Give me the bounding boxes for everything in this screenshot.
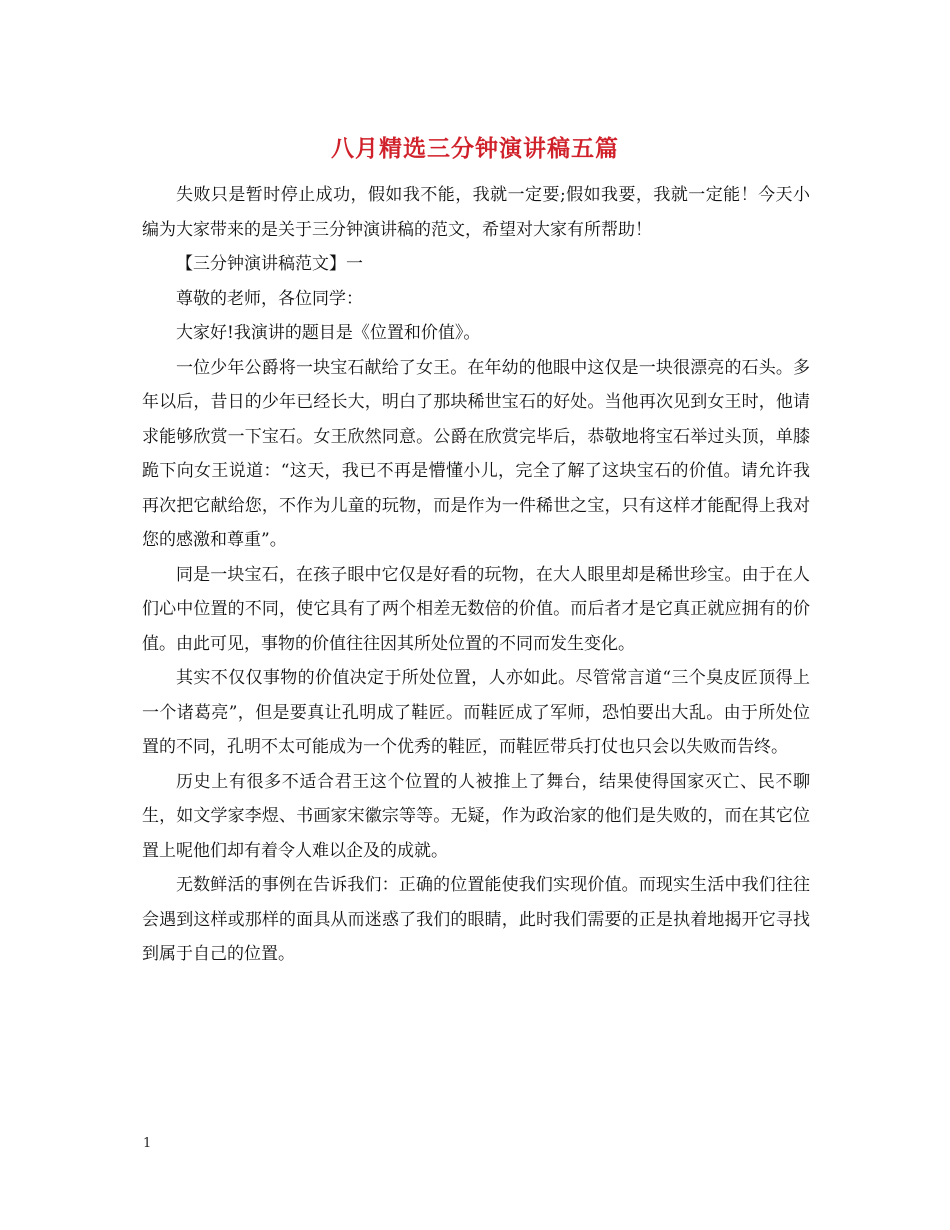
paragraph-conclusion: 无数鲜活的事例在告诉我们：正确的位置能使我们实现价值。而现实生活中我们往往会遇到这样或那样的面具从而迷惑了我们的眼睛，此时我们需要的正是执着地揭开它寻找到属于自己的位置。 [142, 875, 810, 964]
paragraph-greeting: 大家好!我演讲的题目是《位置和价值》。 [176, 323, 481, 343]
paragraph-value: 同是一块宝石，在孩子眼中它仅是好看的玩物，在大人眼里却是稀世珍宝。由于在人们心中位置的不同，使它具有了两个相差无数倍的价值。而后者才是它真正就应拥有的价值。由此可见，事物的价值往往因其所处位置的不同而发生变化。 [142, 564, 810, 654]
paragraph-salutation: 尊敬的老师，各位同学： [176, 288, 363, 309]
paragraph-history: 历史上有很多不适合君王这个位置的人被推上了舞台，结果使得国家灭亡、民不聊生，如文学家李煜、书画家宋徽宗等等。无疑，作为政治家的他们是失败的，而在其它位置上呢他们却有着令人难以企及的成就。 [142, 771, 810, 861]
document-body [142, 178, 810, 972]
paragraph-people: 其实不仅仅事物的价值决定于所处位置，人亦如此。尽管常言道“三个臭皮匠顶得上一个诸葛亮”，但是要真让孔明成了鞋匠。而鞋匠成了军师，恐怕要出大乱。由于所处位置的不同，孔明不太可能成为一个优秀的鞋匠，而鞋匠带兵打仗也只会以失败而告终。 [142, 668, 810, 757]
page-number: 1 [143, 1136, 152, 1151]
paragraph-story: 一位少年公爵将一块宝石献给了女王。在年幼的他眼中这仅是一块很漂亮的石头。多年以后，昔日的少年已经长大，明白了那块稀世宝石的好处。当他再次见到女王时，他请求能够欣赏一下宝石。女王欣然同意。公爵在欣赏完毕后，恭敬地将宝石举过头顶，单膝跪下向女王说道：“这天，我已不再是懵懂小儿，完全了解了这块宝石的价值。请允许我再次把它献给您，不作为儿童的玩物，而是作为一件稀世之宝，只有这样才能配得上我对您的感激和尊重”。 [142, 357, 810, 550]
paragraph-section-heading: 【三分钟演讲稿范文】一 [176, 254, 363, 274]
document-title: 八月精选三分钟演讲稿五篇 [331, 135, 619, 162]
paragraph-intro: 失败只是暂时停止成功，假如我不能，我就一定要;假如我要，我就一定能！今天小编为大家带来的是关于三分钟演讲稿的范文，希望对大家有所帮助！ [142, 185, 810, 240]
